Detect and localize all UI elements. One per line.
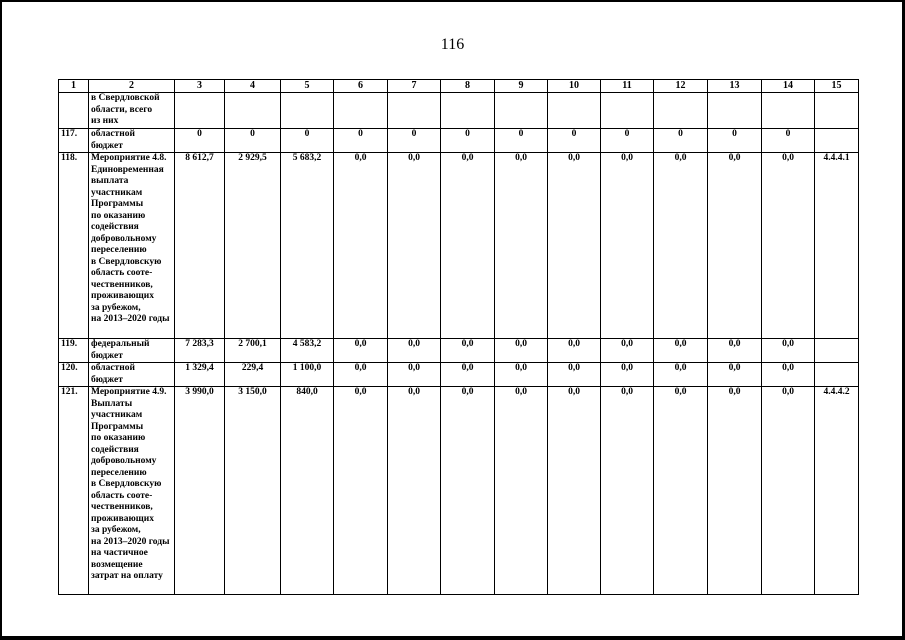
value-cell: 0 xyxy=(441,129,495,153)
value-cell: 3 990,0 xyxy=(175,387,225,595)
value-cell: 840,0 xyxy=(281,387,334,595)
row-name: Мероприятие 4.8. Единовременная выплата участникам Программы по оказанию содействия добровольному переселению в Свердловскую область сооте- чественников, проживающих за рубежом, на 2013–2020 годы xyxy=(89,153,175,339)
table-row xyxy=(59,363,859,387)
table-body xyxy=(59,93,859,595)
value-cell: 0,0 xyxy=(388,339,441,363)
value-cell: 0,0 xyxy=(601,339,654,363)
header-row xyxy=(59,80,859,93)
row-name: в Свердловской области, всего из них xyxy=(89,93,175,129)
value-cell: 0,0 xyxy=(654,387,708,595)
value-cell xyxy=(225,93,281,129)
value-cell: 229,4 xyxy=(225,363,281,387)
column-header-5: 5 xyxy=(281,80,334,93)
target-ref-cell: 4.4.4.2 xyxy=(815,387,859,595)
value-cell: 0,0 xyxy=(654,153,708,339)
row-number xyxy=(59,93,89,129)
column-header-15: 15 xyxy=(815,80,859,93)
value-cell: 5 683,2 xyxy=(281,153,334,339)
column-header-9: 9 xyxy=(495,80,548,93)
value-cell: 0,0 xyxy=(762,363,815,387)
value-cell: 0,0 xyxy=(388,153,441,339)
value-cell: 0 xyxy=(762,129,815,153)
value-cell: 0,0 xyxy=(601,363,654,387)
value-cell: 0,0 xyxy=(762,153,815,339)
column-header-2: 2 xyxy=(89,80,175,93)
value-cell: 0,0 xyxy=(601,387,654,595)
value-cell: 1 329,4 xyxy=(175,363,225,387)
column-header-7: 7 xyxy=(388,80,441,93)
value-cell: 0 xyxy=(388,129,441,153)
value-cell: 0 xyxy=(548,129,601,153)
value-cell: 0,0 xyxy=(441,387,495,595)
column-header-6: 6 xyxy=(334,80,388,93)
value-cell xyxy=(708,93,762,129)
value-cell: 0,0 xyxy=(495,153,548,339)
row-name: Мероприятие 4.9. Выплаты участникам Программы по оказанию содействия добровольному переселению в Свердловскую область сооте- чественников, проживающих за рубежом, на 2013–2020 годы на частичное возмещение затрат на оплату xyxy=(89,387,175,595)
target-ref-cell xyxy=(815,339,859,363)
row-name: областной бюджет xyxy=(89,363,175,387)
row-number: 120. xyxy=(59,363,89,387)
column-header-13: 13 xyxy=(708,80,762,93)
row-name: федеральный бюджет xyxy=(89,339,175,363)
value-cell: 0 xyxy=(495,129,548,153)
column-header-4: 4 xyxy=(225,80,281,93)
value-cell: 0,0 xyxy=(762,339,815,363)
value-cell xyxy=(495,93,548,129)
value-cell: 0,0 xyxy=(548,387,601,595)
table-row xyxy=(59,93,859,129)
value-cell: 0 xyxy=(708,129,762,153)
value-cell xyxy=(175,93,225,129)
value-cell: 0 xyxy=(601,129,654,153)
value-cell: 0,0 xyxy=(708,387,762,595)
value-cell: 0 xyxy=(334,129,388,153)
target-ref-cell xyxy=(815,93,859,129)
value-cell: 0,0 xyxy=(495,339,548,363)
value-cell: 0,0 xyxy=(654,363,708,387)
value-cell: 0,0 xyxy=(441,153,495,339)
page-number: 116 xyxy=(440,36,465,53)
row-number: 118. xyxy=(59,153,89,339)
value-cell xyxy=(762,93,815,129)
row-name: областной бюджет xyxy=(89,129,175,153)
value-cell: 0,0 xyxy=(388,363,441,387)
budget-table xyxy=(58,79,859,595)
value-cell: 0,0 xyxy=(548,363,601,387)
value-cell: 0,0 xyxy=(548,339,601,363)
value-cell: 2 929,5 xyxy=(225,153,281,339)
page-frame-left xyxy=(0,0,2,640)
value-cell xyxy=(654,93,708,129)
value-cell xyxy=(334,93,388,129)
value-cell xyxy=(548,93,601,129)
value-cell: 0,0 xyxy=(334,153,388,339)
value-cell: 0,0 xyxy=(601,153,654,339)
value-cell: 0 xyxy=(281,129,334,153)
column-header-12: 12 xyxy=(654,80,708,93)
target-ref-cell: 4.4.4.1 xyxy=(815,153,859,339)
table-row xyxy=(59,153,859,339)
value-cell xyxy=(281,93,334,129)
value-cell: 0 xyxy=(654,129,708,153)
value-cell xyxy=(441,93,495,129)
value-cell xyxy=(601,93,654,129)
table-row xyxy=(59,387,859,595)
page-frame-bottom xyxy=(0,636,905,640)
target-ref-cell xyxy=(815,363,859,387)
value-cell: 0,0 xyxy=(708,363,762,387)
value-cell: 0,0 xyxy=(334,339,388,363)
value-cell: 0,0 xyxy=(334,387,388,595)
value-cell: 0,0 xyxy=(334,363,388,387)
value-cell: 4 583,2 xyxy=(281,339,334,363)
value-cell: 0,0 xyxy=(441,363,495,387)
value-cell: 0,0 xyxy=(548,153,601,339)
value-cell: 1 100,0 xyxy=(281,363,334,387)
column-header-10: 10 xyxy=(548,80,601,93)
value-cell: 0,0 xyxy=(762,387,815,595)
value-cell: 0,0 xyxy=(388,387,441,595)
value-cell: 0 xyxy=(225,129,281,153)
value-cell xyxy=(388,93,441,129)
value-cell: 3 150,0 xyxy=(225,387,281,595)
value-cell: 0,0 xyxy=(654,339,708,363)
value-cell: 8 612,7 xyxy=(175,153,225,339)
value-cell: 7 283,3 xyxy=(175,339,225,363)
value-cell: 2 700,1 xyxy=(225,339,281,363)
value-cell: 0,0 xyxy=(495,363,548,387)
column-header-8: 8 xyxy=(441,80,495,93)
column-header-11: 11 xyxy=(601,80,654,93)
column-header-3: 3 xyxy=(175,80,225,93)
value-cell: 0,0 xyxy=(441,339,495,363)
table-row xyxy=(59,339,859,363)
column-header-14: 14 xyxy=(762,80,815,93)
value-cell: 0 xyxy=(175,129,225,153)
value-cell: 0,0 xyxy=(708,339,762,363)
row-number: 121. xyxy=(59,387,89,595)
row-number: 119. xyxy=(59,339,89,363)
page-frame-top xyxy=(0,0,905,2)
row-number: 117. xyxy=(59,129,89,153)
value-cell: 0,0 xyxy=(708,153,762,339)
column-header-1: 1 xyxy=(59,80,89,93)
target-ref-cell xyxy=(815,129,859,153)
value-cell: 0,0 xyxy=(495,387,548,595)
table-row xyxy=(59,129,859,153)
